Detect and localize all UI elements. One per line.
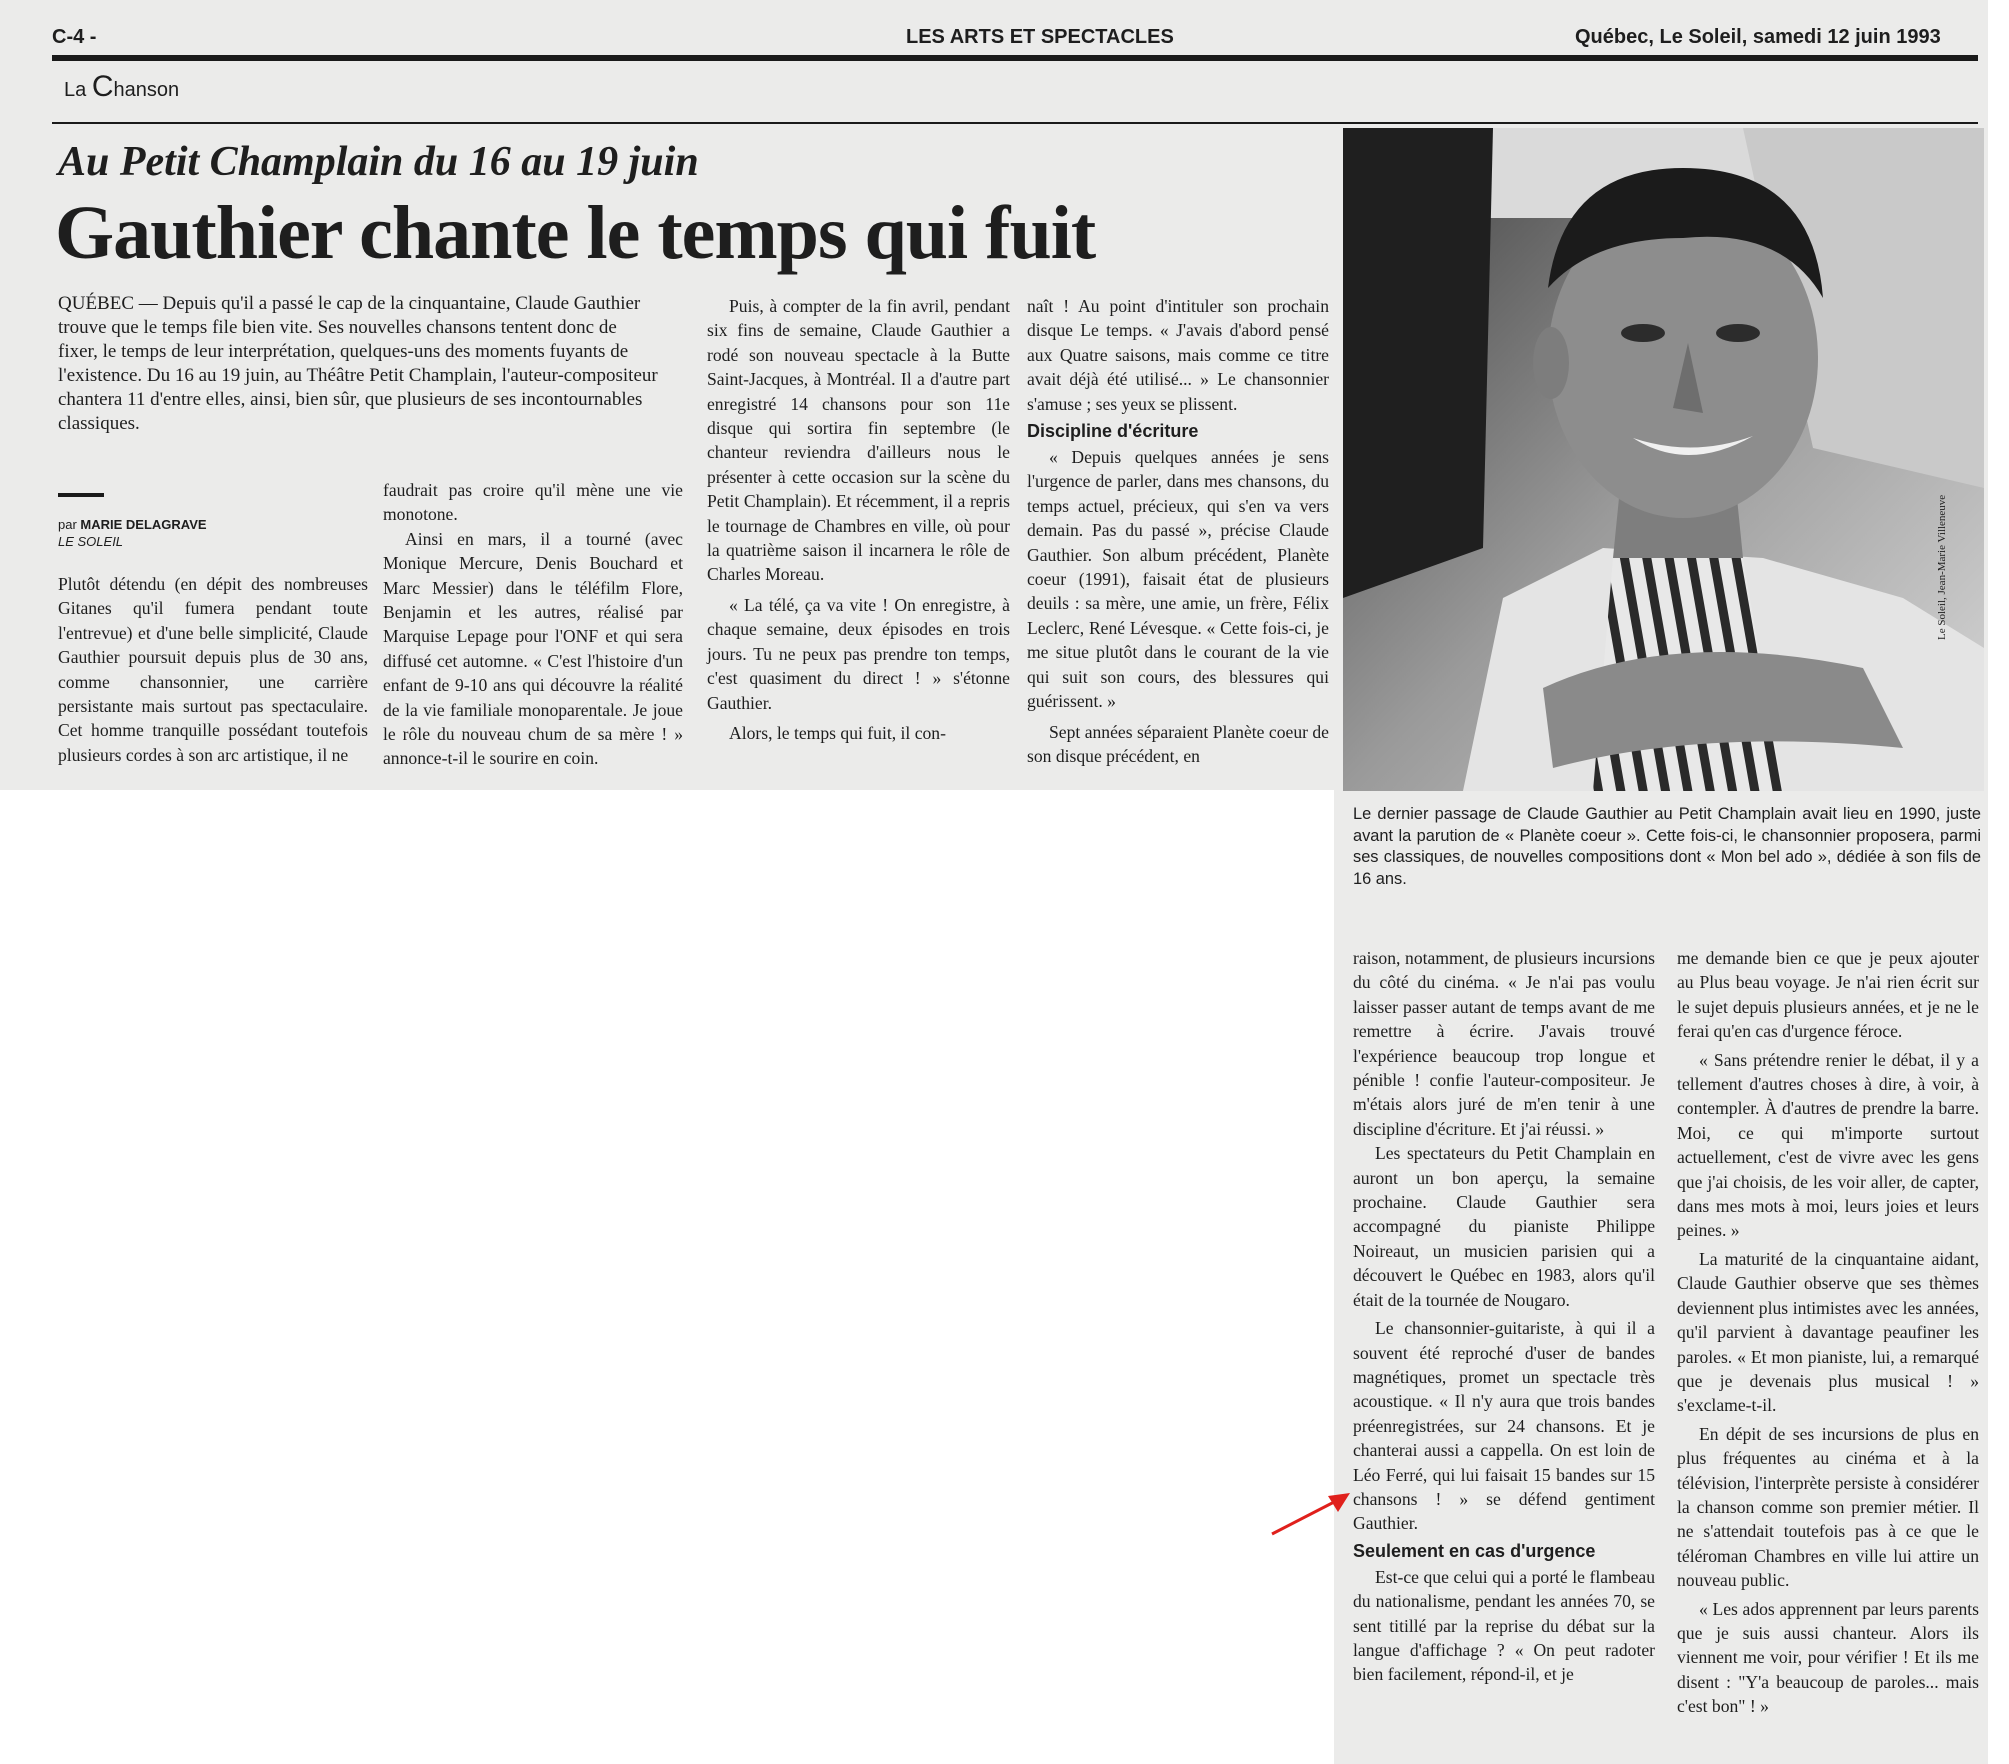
- article-lede: QUÉBEC — Depuis qu'il a passé le cap de la cinquantaine, Claude Gauthier trouve que le temps file bien vite. Ses nouvelles chansons tentent donc de fixer, le temps de leur interprétation, quelques-uns des moments fuyants de l'existence. Du 16 au 19 juin, au Théâtre Petit Champlain, l'auteur-compositeur chantera 11 d'entre elles, ainsi, bien sûr, que plusieurs de ses incontournables classiques.: [58, 293, 658, 434]
- rubric-c: C: [91, 70, 114, 103]
- photo-credit: Le Soleil, Jean-Marie Villeneuve: [1936, 494, 1948, 640]
- photo-caption: Le dernier passage de Claude Gauthier au Petit Champlain avait lieu en 1990, juste avant la parution de « Planète coeur ». Cette fois-ci, le chansonnier proposera, parmi ses classiques, de nouvelles compositions dont « Mon bel ado », dédiée à son fils de 16 ans.: [1353, 805, 1981, 888]
- header-rule: [52, 55, 1978, 61]
- dateline: Québec, Le Soleil, samedi 12 juin 1993: [1575, 26, 1941, 48]
- byline-name: MARIE DELAGRAVE: [80, 517, 207, 532]
- paragraph: La maturité de la cinquantaine aidant, Claude Gauthier observe que ses thèmes deviennent plus intimistes avec les années, qu'il parvient à davantage peaufiner les paroles. « Et mon pianiste, lui, a remarqué que je devenais plus musical ! » s'exclame-t-il.: [1677, 1248, 1979, 1416]
- annotation-arrow-icon: [1268, 1488, 1358, 1538]
- article-column-5: [1353, 946, 1655, 1687]
- byline: [58, 516, 207, 550]
- paragraph: Puis, à compter de la fin avril, pendant six fins de semaine, Claude Gauthier a rodé son nouveau spectacle à la Butte Saint-Jacques, à Montréal. Il a d'autre part enregistré 14 chansons pour son 11e disque qui sortira fin septembre (le chanteur reviendra d'ailleurs nous le présenter à cette occasion sur la scène du Petit Champlain). Et récemment, il a repris le tournage de Chambres en ville, où pour la quatrième saison il incarnera le rôle de Charles Moreau.: [707, 296, 1010, 585]
- headline-kicker: Au Petit Champlain du 16 au 19 juin: [58, 139, 699, 185]
- paragraph: raison, notamment, de plusieurs incursions du côté du cinéma. « Je n'ai pas voulu laisser passer autant de temps avant de me remettre à écrire. J'avais trouvé l'expérience beaucoup trop longue et pénible ! confie l'auteur-compositeur. Je m'étais alors juré de m'en tenir à une discipline d'écriture. Et j'ai réussi. »: [1353, 948, 1655, 1139]
- paragraph: « Depuis quelques années je sens l'urgence de parler, dans mes chansons, du temps actuel, précieux, qui s'en va vers demain. Pas du passé », précise Claude Gauthier. Son album précédent, Planète coeur (1991), faisait état de plusieurs deuils : sa mère, une amie, un frère, Félix Leclerc, René Lévesque. « Cette fois-ci, je me situe plutôt dans le courant de la vie qui suit son cours, des blessures qui guérissent. »: [1027, 447, 1329, 712]
- portrait-illustration: [1343, 128, 1984, 791]
- paragraph: Plutôt détendu (en dépit des nombreuses Gitanes qu'il fumera pendant toute l'entrevue) et d'une belle simplicité, Claude Gauthier poursuit depuis plus de 30 ans, comme chansonnier, une carrière persistante mais surtout pas spectaculaire. Cet homme tranquille possédant toutefois plusieurs cordes à son arc artistique, il ne: [58, 574, 368, 765]
- paragraph: Sept années séparaient Planète coeur de son disque précédent, en: [1027, 721, 1329, 766]
- article-column-1: [58, 572, 368, 767]
- paragraph: naît ! Au point d'intituler son prochain disque Le temps. « J'avais d'abord pensé aux Quatre saisons, mais comme ce titre avait déjà été utilisé... » Le chansonnier s'amuse ; ses yeux se plissent.: [1027, 296, 1329, 414]
- byline-paper: LE SOLEIL: [58, 534, 124, 549]
- byline-prefix: par: [58, 517, 77, 532]
- section-title: LES ARTS ET SPECTACLES: [906, 26, 1174, 48]
- paragraph: « Sans prétendre renier le débat, il y a tellement d'autres choses à dire, à voir, à contempler. À d'autres de prendre la barre. Moi, ce qui m'importe surtout actuellement, c'est de vivre avec les gens que j'ai choisis, de les voir aller, de capter, dans mes mots à moi, leurs joies et leurs peines. »: [1677, 1049, 1979, 1241]
- paragraph: faudrait pas croire qu'il mène une vie monotone.: [383, 480, 683, 525]
- paragraph: Le chansonnier-guitariste, à qui il a souvent été reproché d'user de bandes magnétiques, promet un spectacle très acoustique. « Il n'y aura que trois bandes préenregistrées, sur 24 chansons. Et je chanterai aussi a cappella. On est loin de Léo Ferré, qui lui faisait 15 bandes sur 15 chansons ! » se défend gentiment Gauthier.: [1353, 1318, 1655, 1534]
- article-column-2: [383, 478, 683, 771]
- article-column-4: [1027, 294, 1329, 768]
- paragraph: Ainsi en mars, il a tourné (avec Monique Mercure, Denis Bouchard et Marc Messier) dans le téléfilm Flore, Benjamin et les autres, réalisé par Marquise Lepage pour l'ONF et qui sera diffusé cet automne. « C'est l'histoire d'un enfant de 9-10 ans qui découvre la réalité de la vie familiale monoparentale. Je joue le rôle du nouveau chum de sa mère ! » annonce-t-il le sourire en coin.: [383, 528, 683, 769]
- paragraph: « La télé, ça va vite ! On enregistre, à chaque semaine, deux épisodes en trois jours. Tu ne peux pas prendre ton temps, c'est quasiment du direct ! » s'étonne Gauthier.: [707, 594, 1010, 713]
- article-column-6: [1677, 946, 1979, 1719]
- subhead-urgence: Seulement en cas d'urgence: [1353, 1540, 1596, 1561]
- byline-bar: [58, 493, 104, 497]
- rubric-rest: hanson: [113, 79, 180, 101]
- page-number: C-4 -: [52, 26, 97, 48]
- portrait-photo: [1343, 128, 1984, 791]
- paragraph: Est-ce que celui qui a porté le flambeau du nationalisme, pendant les années 70, se sent titillé par la reprise du débat sur la langue d'affichage ? « On peut radoter bien facilement, répond-il, et je: [1353, 1566, 1655, 1685]
- rubric-la: La: [64, 79, 87, 101]
- headline: Gauthier chante le temps qui fuit: [55, 191, 1096, 275]
- paragraph: me demande bien ce que je peux ajouter au Plus beau voyage. Je n'ai rien écrit sur le sujet depuis plusieurs années, et je ne le ferai qu'en cas d'urgence féroce.: [1677, 948, 1979, 1042]
- paragraph: Les spectateurs du Petit Champlain en auront un bon aperçu, la semaine prochaine. Claude Gauthier sera accompagné du pianiste Philippe Noireaut, un musicien parisien qui a découvert le Québec en 1983, alors qu'il était de la tournée de Nougaro.: [1353, 1143, 1655, 1310]
- article-column-3: [707, 294, 1010, 745]
- paragraph: Alors, le temps qui fuit, il con-: [729, 722, 946, 743]
- paragraph: « Les ados apprennent par leurs parents que je suis aussi chanteur. Alors ils viennent me voir, pour vérifier ! Et ils me disent : "Y'a beaucoup de paroles... mais c'est bon" ! »: [1677, 1598, 1979, 1717]
- rubric-rule: [52, 122, 1978, 124]
- rubric-label: [64, 70, 179, 104]
- paragraph: En dépit de ses incursions de plus en plus fréquentes au cinéma et à la télévision, l'interprète persiste à considérer la chanson comme son premier métier. Il ne s'attendait toutefois pas à ce que le téléroman Chambres en ville lui attire un nouveau public.: [1677, 1423, 1979, 1591]
- subhead-discipline: Discipline d'écriture: [1027, 421, 1199, 442]
